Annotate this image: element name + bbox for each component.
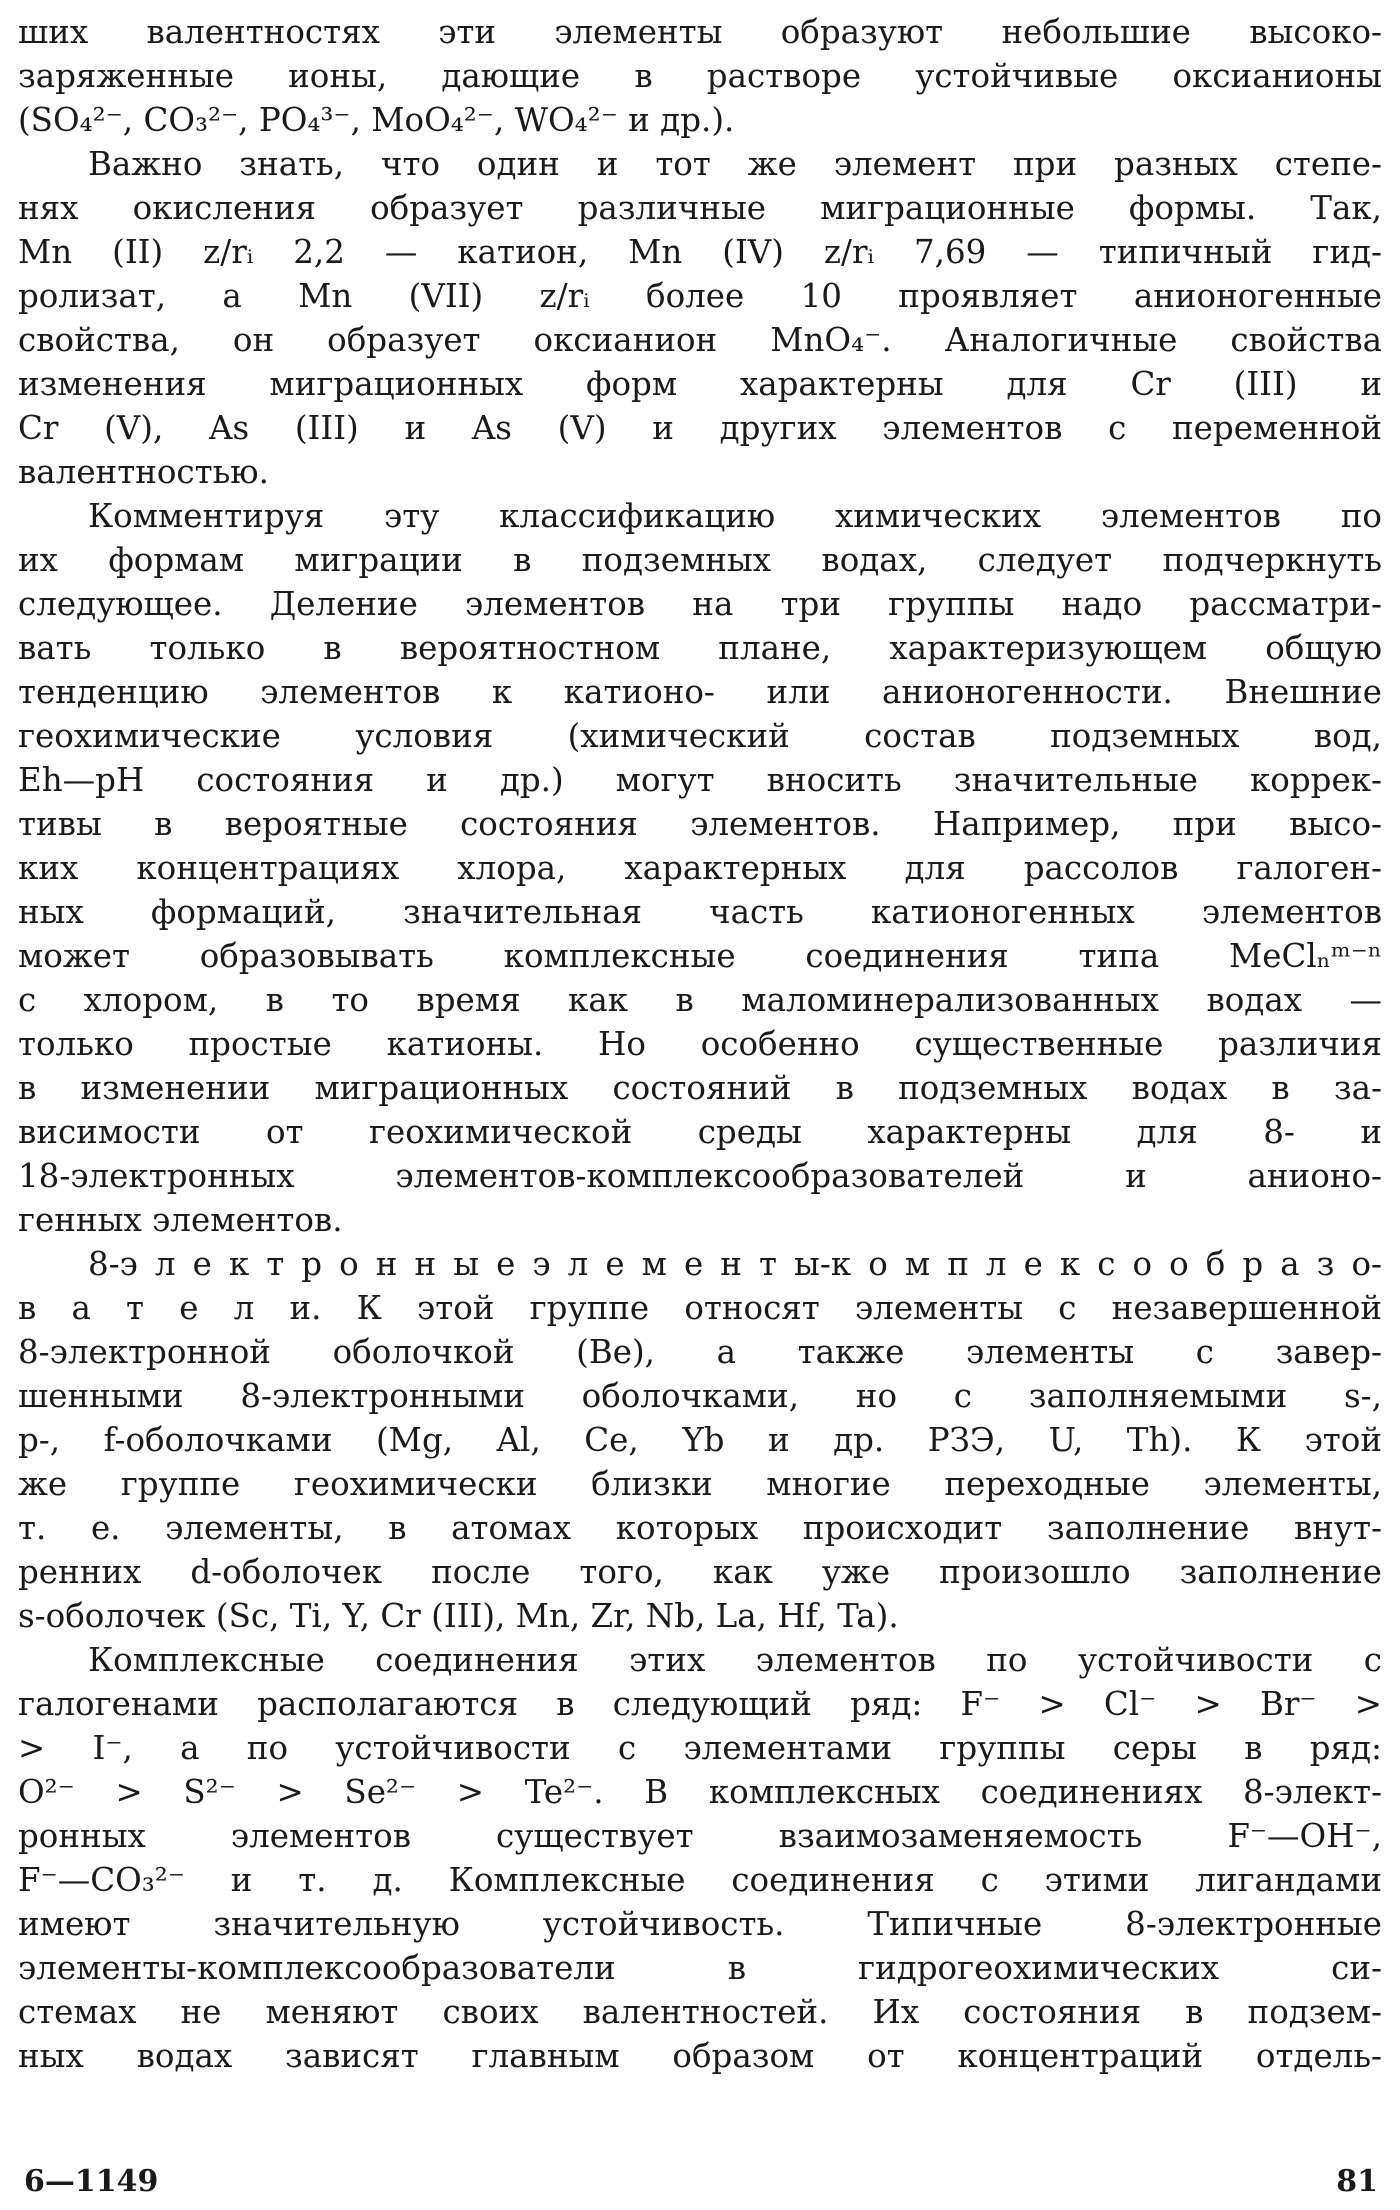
text-line: их формам миграции в подземных водах, следует подчеркнуть	[18, 541, 1382, 579]
text-line: вать только в вероятностном плане, характеризующем общую	[18, 629, 1382, 667]
text-line: тивы в вероятные состояния элементов. Например, при высо-	[18, 805, 1382, 843]
text-line: висимости от геохимической среды характерны для 8- и	[18, 1113, 1382, 1151]
text-line: т. е. элементы, в атомах которых происходит заполнение внут-	[18, 1509, 1382, 1547]
text-line: нях окисления образует различные миграционные формы. Так,	[18, 189, 1382, 227]
text-line: же группе геохимически близки многие переходные элементы,	[18, 1465, 1382, 1503]
text-line: тенденцию элементов к катионо- или анионогенности. Внешние	[18, 673, 1382, 711]
text-line: галогенами располагаются в следующий ряд: F⁻ > Cl⁻ > Br⁻ >	[18, 1685, 1382, 1723]
text-line: Eh—pH состояния и др.) могут вносить значительные коррек-	[18, 761, 1382, 799]
text-line: ких концентрациях хлора, характерных для рассолов галоген-	[18, 849, 1382, 887]
paragraph	[18, 10, 1382, 142]
text-line: заряженные ионы, дающие в растворе устойчивые оксианионы	[18, 57, 1382, 95]
text-line: p-, f-оболочками (Mg, Al, Ce, Yb и др. РЗЭ, U, Th). К этой	[18, 1421, 1382, 1459]
text-line: Cr (V), As (III) и As (V) и других элементов с переменной	[18, 409, 1382, 447]
text-line: стемах не меняют своих валентностей. Их состояния в подзем-	[18, 1993, 1382, 2031]
text-line: следующее. Деление элементов на три группы надо рассматри-	[18, 585, 1382, 623]
text-line: Комплексные соединения этих элементов по устойчивости с	[88, 1641, 1382, 1679]
text-line: геохимические условия (химический состав подземных вод,	[18, 717, 1382, 755]
text-line: ренних d-оболочек после того, как уже произошло заполнение	[18, 1553, 1382, 1591]
page-text	[18, 10, 1382, 2078]
text-line: F⁻—CO₃²⁻ и т. д. Комплексные соединения с этими лигандами	[18, 1861, 1382, 1899]
text-line: изменения миграционных форм характерны для Cr (III) и	[18, 365, 1382, 403]
text-line: свойства, он образует оксианион MnO₄⁻. Аналогичные свойства	[18, 321, 1382, 359]
text-line: в а т е л и. К этой группе относят элементы с незавершенной	[18, 1289, 1382, 1327]
text-line: Mn (II) z/rᵢ 2,2 — катион, Mn (IV) z/rᵢ 7,69 — типичный гид-	[18, 233, 1382, 271]
text-line: имеют значительную устойчивость. Типичные 8-электронные	[18, 1905, 1382, 1943]
text-line: 8-электронной оболочкой (Be), а также элементы с завер-	[18, 1333, 1382, 1371]
text-line: ных водах зависят главным образом от концентраций отдель-	[18, 2037, 1382, 2075]
text-line: (SO₄²⁻, CO₃²⁻, PO₄³⁻, MoO₄²⁻, WO₄²⁻ и др.).	[18, 101, 735, 139]
text-line: Важно знать, что один и тот же элемент при разных степе-	[88, 145, 1382, 183]
text-line: с хлором, в то время как в маломинерализованных водах —	[18, 981, 1382, 1019]
paragraph	[18, 142, 1382, 494]
paragraph	[18, 1242, 1382, 1638]
text-line: > I⁻, а по устойчивости с элементами группы серы в ряд:	[18, 1729, 1382, 1767]
text-line: может образовывать комплексные соединения типа MeClₙᵐ⁻ⁿ	[18, 937, 1382, 975]
text-line: генных элементов.	[18, 1201, 343, 1239]
text-line: 8-э л е к т р о н н ы е э л е м е н т ы-к о м п л е к с о о б р а з о-	[88, 1245, 1382, 1283]
text-line: O²⁻ > S²⁻ > Se²⁻ > Te²⁻. В комплексных соединениях 8-элект-	[18, 1773, 1382, 1811]
text-line: только простые катионы. Но особенно существенные различия	[18, 1025, 1382, 1063]
text-line: ронных элементов существует взаимозаменяемость F⁻—OH⁻,	[18, 1817, 1382, 1855]
paragraph	[18, 494, 1382, 1242]
text-line: s-оболочек (Sc, Ti, Y, Cr (III), Mn, Zr, Nb, La, Hf, Ta).	[18, 1597, 899, 1635]
page-number: 81	[1336, 2164, 1378, 2199]
text-line: шенными 8-электронными оболочками, но с заполняемыми s-,	[18, 1377, 1382, 1415]
text-line: ных формаций, значительная часть катионогенных элементов	[18, 893, 1382, 931]
text-line: 18-электронных элементов-комплексообразователей и анионо-	[18, 1157, 1382, 1195]
text-line: ших валентностях эти элементы образуют небольшие высоко-	[18, 13, 1382, 51]
text-line: валентностью.	[18, 453, 269, 491]
text-line: Комментируя эту классификацию химических элементов по	[88, 497, 1382, 535]
text-line: элементы-комплексообразователи в гидрогеохимических си-	[18, 1949, 1382, 1987]
paragraph	[18, 1638, 1382, 2078]
text-line: в изменении миграционных состояний в подземных водах в за-	[18, 1069, 1382, 1107]
printer-signature: 6—1149	[24, 2164, 159, 2199]
text-line: ролизат, а Mn (VII) z/rᵢ более 10 проявляет анионогенные	[18, 277, 1382, 315]
